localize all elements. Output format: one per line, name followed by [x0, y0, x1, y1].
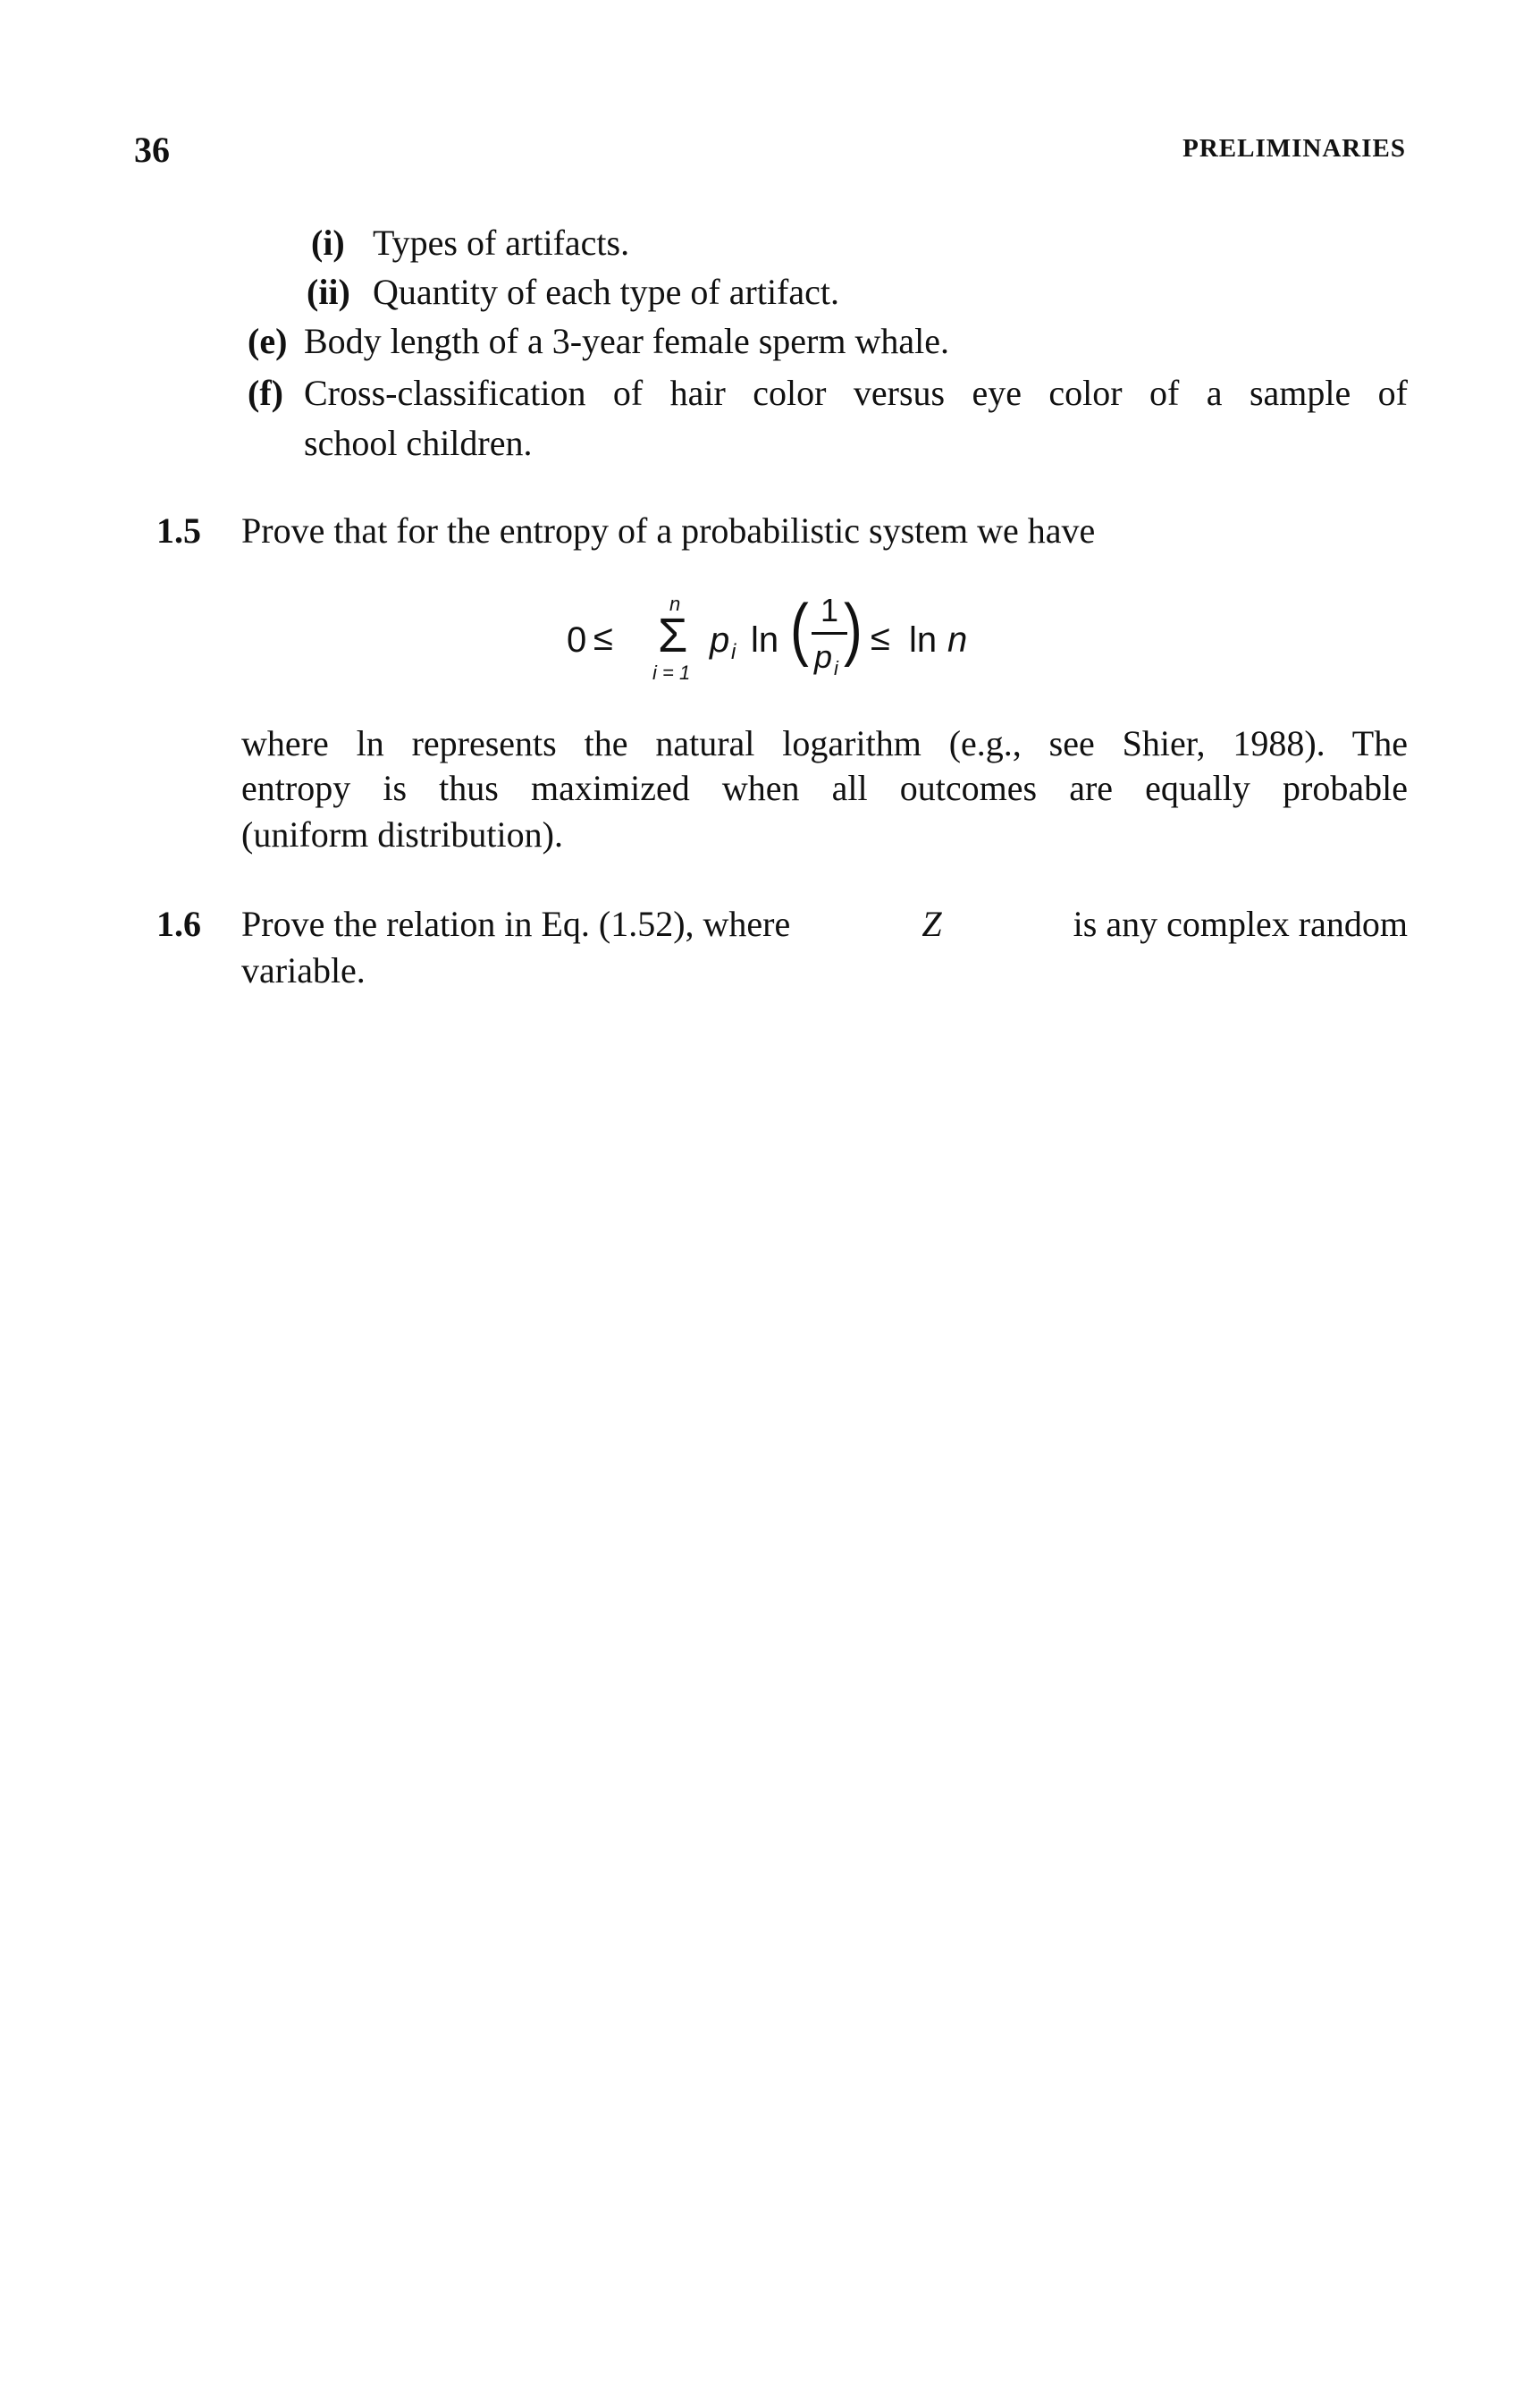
running-head: PRELIMINARIES	[1182, 134, 1406, 163]
eq-fraction-bar	[812, 632, 847, 635]
problem-1-6-line1-part-b: is any complex random	[1073, 904, 1408, 944]
problem-statement-1-5: Prove that for the entropy of a probabilistic system we have	[241, 510, 1096, 551]
subitem-label-i: (i)	[311, 223, 345, 263]
problem-1-6-line2: variable.	[241, 950, 366, 990]
item-text-f-line1: Cross-classification of hair color versus eye color of a sample of	[304, 373, 1408, 413]
subitem-text-ii: Quantity of each type of artifact.	[373, 272, 839, 312]
subitem-text-i: Types of artifacts.	[373, 223, 630, 263]
item-label-e: (e)	[248, 321, 288, 361]
eq-leq-right: ≤	[871, 619, 890, 658]
eq-p: p	[710, 620, 730, 660]
eq-ln-right: ln	[909, 620, 938, 660]
eq-lower-limit: i = 1	[652, 662, 691, 684]
item-label-f: (f)	[248, 373, 283, 413]
problem-1-6-line1-part-a: Prove the relation in Eq. (1.52), where	[241, 904, 791, 944]
eq-zero: 0	[567, 620, 587, 660]
eq-denominator-subscript: i	[834, 657, 838, 679]
problem-1-5-text-line1: where ln represents the natural logarithm (e.g., see Shier, 1988). The	[241, 723, 1408, 763]
problem-1-5-text-line2: entropy is thus maximized when all outcomes are equally probable	[241, 768, 1408, 808]
item-text-e: Body length of a 3-year female sperm whale.	[304, 321, 949, 361]
problem-1-6-variable-z: Z	[921, 904, 942, 944]
page-number: 36	[134, 130, 170, 170]
eq-close-paren: )	[844, 589, 863, 668]
problem-1-5-text-line3: (uniform distribution).	[241, 814, 563, 855]
problem-number-1-5: 1.5	[156, 510, 201, 551]
eq-denominator-p: p	[814, 638, 833, 675]
problem-number-1-6: 1.6	[156, 904, 201, 944]
eq-p-subscript: i	[731, 640, 736, 664]
eq-ln: ln	[751, 620, 779, 660]
subitem-label-ii: (ii)	[307, 272, 350, 312]
problem-1-6-line1	[241, 906, 1408, 942]
eq-upper-limit: n	[669, 593, 681, 615]
eq-sigma: Σ	[658, 609, 688, 662]
item-text-f-line2: school children.	[304, 423, 533, 463]
eq-leq-left: ≤	[593, 619, 613, 658]
eq-n-right: n	[947, 620, 968, 660]
eq-open-paren: (	[790, 589, 809, 668]
eq-numerator: 1	[820, 592, 839, 628]
